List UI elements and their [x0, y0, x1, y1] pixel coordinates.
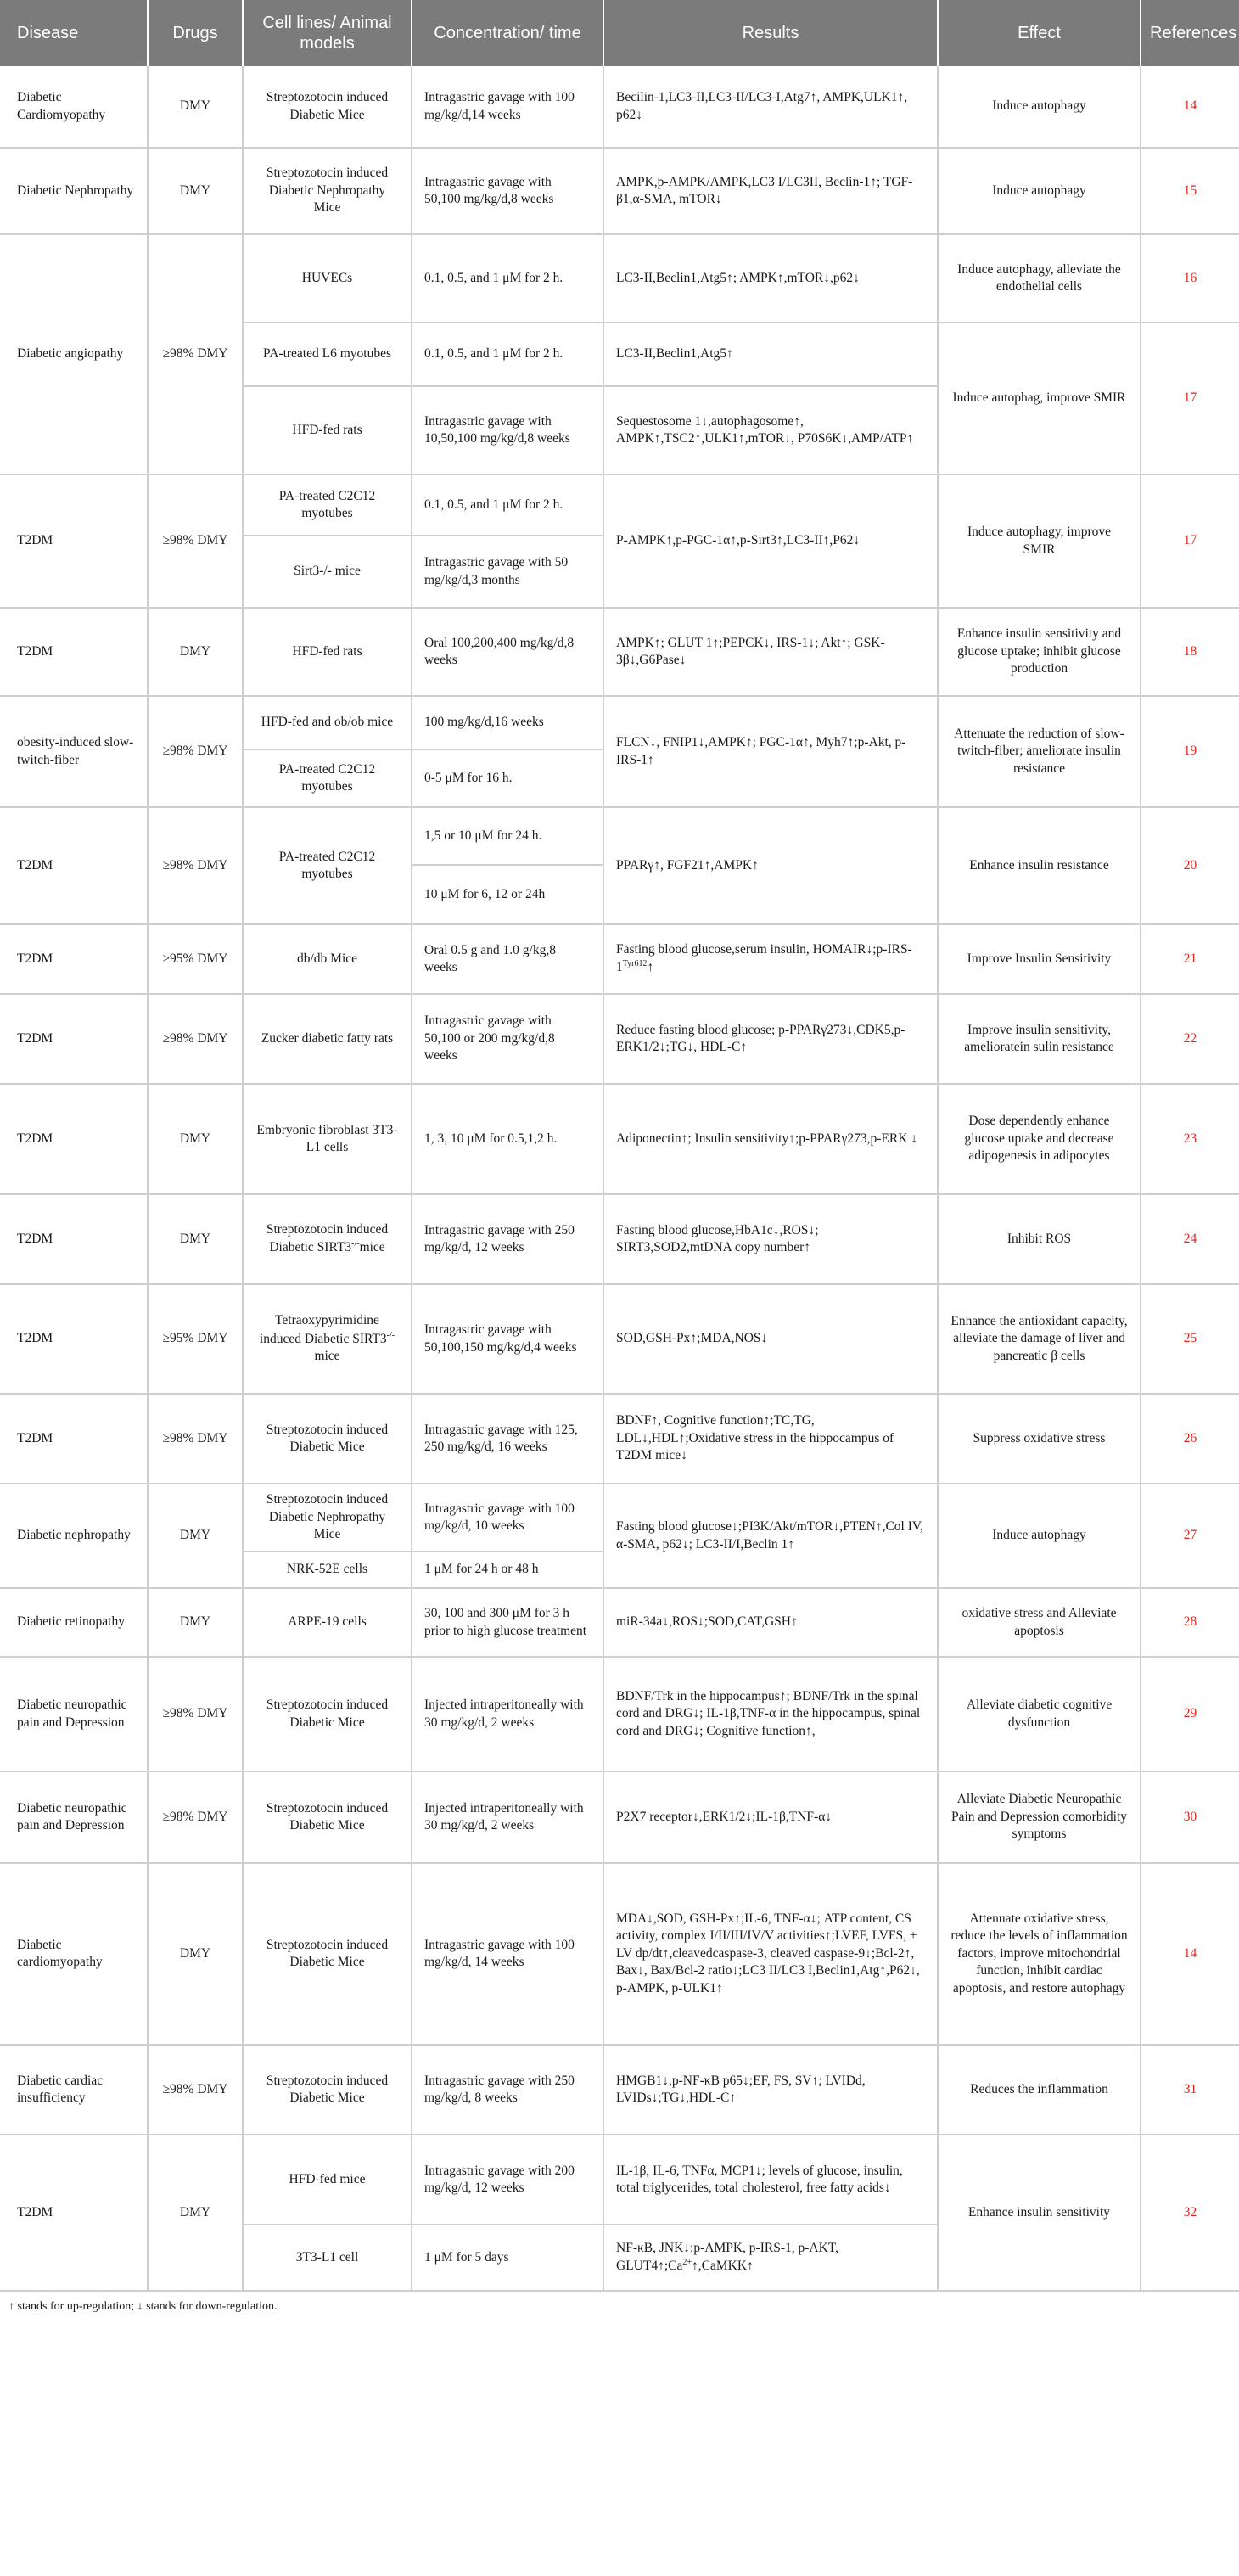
effect-cell: Enhance the antioxidant capacity, alleviate the damage of liver and pancreatic β cells [938, 1284, 1141, 1394]
table-row [0, 1194, 1239, 1284]
concentration-cell: 1 μM for 5 days [412, 2225, 603, 2291]
header-effect: Effect [938, 0, 1141, 66]
drug-cell: DMY [148, 1084, 243, 1194]
reference-link[interactable]: 26 [1141, 1394, 1239, 1484]
result-text: NF-κB, JNK↓;p-AMPK, p-IRS-1, p-AKT, GLUT4↑;Ca [616, 2240, 838, 2274]
model-cell: Streptozotocin induced Diabetic Mice [243, 1863, 412, 2045]
concentration-cell: Intragastric gavage with 50,100 or 200 mg/kg/d,8 weeks [412, 994, 603, 1084]
concentration-cell: 100 mg/kg/d,16 weeks [412, 696, 603, 749]
result-text-after: ↑ [647, 960, 654, 975]
table-row [0, 1771, 1239, 1863]
concentration-cell: Intragastric gavage with 10,50,100 mg/kg/d,8 weeks [412, 386, 603, 474]
effect-cell: Attenuate oxidative stress, reduce the levels of inflammation factors, improve mitochondrial function, inhibit cardiac apoptosis, and restore autophagy [938, 1863, 1141, 2045]
disease-cell: T2DM [0, 1394, 148, 1484]
reference-link[interactable]: 21 [1141, 924, 1239, 994]
disease-cell: T2DM [0, 1194, 148, 1284]
model-cell: PA-treated L6 myotubes [243, 323, 412, 386]
result-cell: LC3-II,Beclin1,Atg5↑ [603, 323, 938, 386]
model-cell: Streptozotocin induced Diabetic Mice [243, 66, 412, 148]
reference-link[interactable]: 17 [1141, 474, 1239, 608]
table-row [0, 1588, 1239, 1657]
effect-cell: Alleviate diabetic cognitive dysfunction [938, 1657, 1141, 1771]
table-row [0, 148, 1239, 234]
concentration-cell: 1 μM for 24 h or 48 h [412, 1552, 603, 1588]
effect-cell: Induce autophagy, alleviate the endothelial cells [938, 234, 1141, 323]
model-cell: Streptozotocin induced Diabetic Mice [243, 1771, 412, 1863]
disease-cell: Diabetic neuropathic pain and Depression [0, 1657, 148, 1771]
concentration-cell: 0.1, 0.5, and 1 μM for 2 h. [412, 323, 603, 386]
table-row [0, 1084, 1239, 1194]
disease-cell: Diabetic retinopathy [0, 1588, 148, 1657]
effect-cell: Induce autophagy [938, 148, 1141, 234]
concentration-cell: Intragastric gavage with 100 mg/kg/d, 14 weeks [412, 1863, 603, 2045]
drug-cell: ≥98% DMY [148, 994, 243, 1084]
model-cell: 3T3-L1 cell [243, 2225, 412, 2291]
effect-cell: Suppress oxidative stress [938, 1394, 1141, 1484]
reference-link[interactable]: 28 [1141, 1588, 1239, 1657]
result-text: Fasting blood glucose,serum insulin, HOMAIR↓;p-IRS-1 [616, 941, 912, 975]
model-cell: Embryonic fibroblast 3T3-L1 cells [243, 1084, 412, 1194]
header-drugs: Drugs [148, 0, 243, 66]
model-cell: PA-treated C2C12 myotubes [243, 474, 412, 536]
model-text-after: mice [359, 1240, 385, 1255]
model-cell: Streptozotocin induced Diabetic Mice [243, 1394, 412, 1484]
effect-cell: Alleviate Diabetic Neuropathic Pain and Depression comorbidity symptoms [938, 1771, 1141, 1863]
reference-link[interactable]: 14 [1141, 66, 1239, 148]
drug-cell: ≥98% DMY [148, 1771, 243, 1863]
disease-cell: T2DM [0, 608, 148, 696]
result-cell: BDNF↑, Cognitive function↑;TC,TG, LDL↓,HDL↑;Oxidative stress in the hippocampus of T2DM mice↓ [603, 1394, 938, 1484]
result-cell: SOD,GSH-Px↑;MDA,NOS↓ [603, 1284, 938, 1394]
drug-cell: ≥98% DMY [148, 2045, 243, 2135]
drug-cell: DMY [148, 1863, 243, 2045]
effect-cell: Improve insulin sensitivity, amelioratein sulin resistance [938, 994, 1141, 1084]
header-references: References [1141, 0, 1239, 66]
model-superscript: -/- [351, 1239, 360, 1249]
disease-cell: T2DM [0, 2135, 148, 2291]
reference-link[interactable]: 18 [1141, 608, 1239, 696]
concentration-cell: 1,5 or 10 μM for 24 h. [412, 807, 603, 865]
result-cell: Adiponectin↑; Insulin sensitivity↑;p-PPARγ273,p-ERK ↓ [603, 1084, 938, 1194]
model-cell: Streptozotocin induced Diabetic Nephropathy Mice [243, 148, 412, 234]
reference-link[interactable]: 32 [1141, 2135, 1239, 2291]
effect-cell: Attenuate the reduction of slow-twitch-fiber; ameliorate insulin resistance [938, 696, 1141, 807]
model-text-after: mice [314, 1349, 340, 1364]
result-cell: miR-34a↓,ROS↓;SOD,CAT,GSH↑ [603, 1588, 938, 1657]
result-cell: P-AMPK↑,p-PGC-1α↑,p-Sirt3↑,LC3-II↑,P62↓ [603, 474, 938, 608]
concentration-cell: Injected intraperitoneally with 30 mg/kg/d, 2 weeks [412, 1771, 603, 1863]
concentration-cell: 0.1, 0.5, and 1 μM for 2 h. [412, 474, 603, 536]
result-cell: HMGB1↓,p-NF-κB p65↓;EF, FS, SV↑; LVIDd, LVIDs↓;TG↓,HDL-C↑ [603, 2045, 938, 2135]
drug-cell: DMY [148, 2135, 243, 2291]
effect-cell: Induce autophagy, improve SMIR [938, 474, 1141, 608]
effect-cell: Induce autophagy [938, 1484, 1141, 1588]
model-cell [243, 1194, 412, 1284]
effect-cell: Dose dependently enhance glucose uptake and decrease adipogenesis in adipocytes [938, 1084, 1141, 1194]
effect-cell: Induce autophagy [938, 66, 1141, 148]
drug-cell: ≥98% DMY [148, 474, 243, 608]
concentration-cell: 10 μM for 6, 12 or 24h [412, 865, 603, 924]
disease-cell: obesity-induced slow-twitch-fiber [0, 696, 148, 807]
table-row [0, 66, 1239, 148]
effect-cell: Inhibit ROS [938, 1194, 1141, 1284]
concentration-cell: 1, 3, 10 μM for 0.5,1,2 h. [412, 1084, 603, 1194]
table-row [0, 234, 1239, 323]
table-row [0, 1284, 1239, 1394]
concentration-cell: 0-5 μM for 16 h. [412, 749, 603, 807]
concentration-cell: Intragastric gavage with 100 mg/kg/d, 10 weeks [412, 1484, 603, 1552]
effect-cell: Enhance insulin sensitivity and glucose uptake; inhibit glucose production [938, 608, 1141, 696]
disease-cell: Diabetic Nephropathy [0, 148, 148, 234]
drug-cell: DMY [148, 148, 243, 234]
result-text-after: ↑,CaMKK↑ [692, 2259, 754, 2274]
drug-cell: ≥98% DMY [148, 1394, 243, 1484]
model-cell: db/db Mice [243, 924, 412, 994]
model-text: Streptozotocin induced Diabetic SIRT3 [266, 1221, 389, 1255]
result-cell: Fasting blood glucose↓;PI3K/Akt/mTOR↓,PTEN↑,Col IV, α-SMA, p62↓; LC3-II/I,Beclin 1↑ [603, 1484, 938, 1588]
effect-cell: oxidative stress and Alleviate apoptosis [938, 1588, 1141, 1657]
reference-link[interactable]: 20 [1141, 807, 1239, 924]
reference-link[interactable]: 24 [1141, 1194, 1239, 1284]
header-cell-lines: Cell lines/ Animal models [243, 0, 412, 66]
disease-cell: T2DM [0, 1284, 148, 1394]
reference-link[interactable]: 22 [1141, 994, 1239, 1084]
model-cell: Streptozotocin induced Diabetic Mice [243, 1657, 412, 1771]
table-row [0, 696, 1239, 749]
disease-cell: Diabetic angiopathy [0, 234, 148, 474]
table-row [0, 1394, 1239, 1484]
disease-cell: T2DM [0, 1084, 148, 1194]
reference-link[interactable]: 23 [1141, 1084, 1239, 1194]
disease-cell: T2DM [0, 994, 148, 1084]
concentration-cell: Intragastric gavage with 250 mg/kg/d, 8 weeks [412, 2045, 603, 2135]
concentration-cell: 0.1, 0.5, and 1 μM for 2 h. [412, 234, 603, 323]
reference-link[interactable]: 15 [1141, 148, 1239, 234]
table-row [0, 924, 1239, 994]
model-cell: HUVECs [243, 234, 412, 323]
drug-cell: ≥98% DMY [148, 1657, 243, 1771]
drug-cell: ≥95% DMY [148, 1284, 243, 1394]
reference-link[interactable]: 14 [1141, 1863, 1239, 2045]
concentration-cell: Intragastric gavage with 50,100 mg/kg/d,8 weeks [412, 148, 603, 234]
result-cell: AMPK↑; GLUT 1↑;PEPCK↓, IRS-1↓; Akt↑; GSK-3β↓,G6Pase↓ [603, 608, 938, 696]
reference-link[interactable]: 19 [1141, 696, 1239, 807]
result-cell: MDA↓,SOD, GSH-Px↑;IL-6, TNF-α↓; ATP content, CS activity, complex I/II/III/IV/V activities↑;LVEF, LVFS, ± LV dp/dt↑,cleavedcaspase-3, cleaved caspase-9↓;Bcl-2↑, Bax↓, Bax/Bcl-2 ratio↓;LC3 II/LC3 I,Beclin1,Atg↑,P62↓, p-AMPK, p-ULK1↑ [603, 1863, 938, 2045]
effect-cell: Enhance insulin resistance [938, 807, 1141, 924]
result-cell [603, 2225, 938, 2291]
disease-cell: T2DM [0, 924, 148, 994]
table-row [0, 474, 1239, 536]
concentration-cell: Intragastric gavage with 100 mg/kg/d,14 weeks [412, 66, 603, 148]
result-cell: AMPK,p-AMPK/AMPK,LC3 I/LC3II, Beclin-1↑; TGF-β1,α-SMA, mTOR↓ [603, 148, 938, 234]
disease-cell: Diabetic neuropathic pain and Depression [0, 1771, 148, 1863]
result-superscript: Tyr612 [622, 959, 648, 969]
concentration-cell: Intragastric gavage with 200 mg/kg/d, 12 weeks [412, 2135, 603, 2225]
result-cell: IL-1β, IL-6, TNFα, MCP1↓; levels of glucose, insulin, total triglycerides, total cholesterol, free fatty acids↓ [603, 2135, 938, 2225]
table-row [0, 807, 1239, 865]
reference-link[interactable]: 30 [1141, 1771, 1239, 1863]
model-cell: PA-treated C2C12 myotubes [243, 807, 412, 924]
drug-cell: DMY [148, 1484, 243, 1588]
model-cell: HFD-fed rats [243, 608, 412, 696]
result-superscript: 2+ [682, 2258, 692, 2268]
model-cell: HFD-fed mice [243, 2135, 412, 2225]
result-cell: Fasting blood glucose,HbA1c↓,ROS↓; SIRT3,SOD2,mtDNA copy number↑ [603, 1194, 938, 1284]
effect-cell: Enhance insulin sensitivity [938, 2135, 1141, 2291]
concentration-cell: Oral 0.5 g and 1.0 g/kg,8 weeks [412, 924, 603, 994]
model-cell [243, 1284, 412, 1394]
concentration-cell: Injected intraperitoneally with 30 mg/kg/d, 2 weeks [412, 1657, 603, 1771]
disease-cell: Diabetic Cardiomyopathy [0, 66, 148, 148]
model-superscript: -/- [386, 1330, 395, 1340]
concentration-cell: Intragastric gavage with 125, 250 mg/kg/d, 16 weeks [412, 1394, 603, 1484]
drug-cell: ≥98% DMY [148, 234, 243, 474]
drug-cell: ≥95% DMY [148, 924, 243, 994]
model-cell: Streptozotocin induced Diabetic Mice [243, 2045, 412, 2135]
disease-cell: T2DM [0, 807, 148, 924]
header-disease: Disease [0, 0, 148, 66]
model-cell: Sirt3-/- mice [243, 536, 412, 608]
table-footnote: ↑ stands for up-regulation; ↓ stands for down-regulation. [8, 2300, 278, 2313]
effect-cell: Improve Insulin Sensitivity [938, 924, 1141, 994]
model-cell: ARPE-19 cells [243, 1588, 412, 1657]
result-cell [603, 924, 938, 994]
concentration-cell: Oral 100,200,400 mg/kg/d,8 weeks [412, 608, 603, 696]
disease-cell: Diabetic nephropathy [0, 1484, 148, 1588]
result-cell: Becilin-1,LC3-II,LC3-II/LC3-I,Atg7↑, AMPK,ULK1↑, p62↓ [603, 66, 938, 148]
result-cell: PPARγ↑, FGF21↑,AMPK↑ [603, 807, 938, 924]
effect-cell: Reduces the inflammation [938, 2045, 1141, 2135]
header-results: Results [603, 0, 938, 66]
table-row [0, 608, 1239, 696]
table-body [0, 66, 1239, 2291]
result-cell: LC3-II,Beclin1,Atg5↑; AMPK↑,mTOR↓,p62↓ [603, 234, 938, 323]
concentration-cell: Intragastric gavage with 250 mg/kg/d, 12 weeks [412, 1194, 603, 1284]
model-cell: Streptozotocin induced Diabetic Nephropathy Mice [243, 1484, 412, 1552]
drug-cell: DMY [148, 1194, 243, 1284]
concentration-cell: 30, 100 and 300 μM for 3 h prior to high glucose treatment [412, 1588, 603, 1657]
result-cell: Reduce fasting blood glucose; p-PPARγ273↓,CDK5,p-ERK1/2↓;TG↓, HDL-C↑ [603, 994, 938, 1084]
drug-cell: ≥98% DMY [148, 696, 243, 807]
concentration-cell: Intragastric gavage with 50 mg/kg/d,3 months [412, 536, 603, 608]
reference-link[interactable]: 16 [1141, 234, 1239, 323]
result-cell: Sequestosome 1↓,autophagosome↑, AMPK↑,TSC2↑,ULK1↑,mTOR↓, P70S6K↓,AMP/ATP↑ [603, 386, 938, 474]
header-concentration: Concentration/ time [412, 0, 603, 66]
result-cell: BDNF/Trk in the hippocampus↑; BDNF/Trk in the spinal cord and DRG↓; IL-1β,TNF-α in the hippocampus, spinal cord and DRG↓; Cognitive function↑, [603, 1657, 938, 1771]
model-cell: HFD-fed and ob/ob mice [243, 696, 412, 749]
model-cell: PA-treated C2C12 myotubes [243, 749, 412, 807]
drug-cell: ≥98% DMY [148, 807, 243, 924]
result-cell: FLCN↓, FNIP1↓,AMPK↑; PGC-1α↑, Myh7↑;p-Akt, p-IRS-1↑ [603, 696, 938, 807]
concentration-cell: Intragastric gavage with 50,100,150 mg/kg/d,4 weeks [412, 1284, 603, 1394]
table-row [0, 2045, 1239, 2135]
header-row [0, 0, 1239, 66]
model-cell: Zucker diabetic fatty rats [243, 994, 412, 1084]
table-row [0, 994, 1239, 1084]
effect-cell: Induce autophag, improve SMIR [938, 323, 1141, 474]
result-cell: P2X7 receptor↓,ERK1/2↓;IL-1β,TNF-α↓ [603, 1771, 938, 1863]
disease-cell: Diabetic cardiac insufficiency [0, 2045, 148, 2135]
table-row [0, 2135, 1239, 2225]
model-cell: HFD-fed rats [243, 386, 412, 474]
disease-cell: T2DM [0, 474, 148, 608]
table-row [0, 1657, 1239, 1771]
model-cell: NRK-52E cells [243, 1552, 412, 1588]
reference-link[interactable]: 27 [1141, 1484, 1239, 1588]
reference-link[interactable]: 25 [1141, 1284, 1239, 1394]
disease-cell: Diabetic cardiomyopathy [0, 1863, 148, 2045]
drug-cell: DMY [148, 66, 243, 148]
table-row [0, 1863, 1239, 2045]
drug-cell: DMY [148, 1588, 243, 1657]
reference-link[interactable]: 17 [1141, 323, 1239, 474]
drug-cell: DMY [148, 608, 243, 696]
table-row [0, 1484, 1239, 1552]
model-text: Tetraoxypyrimidine induced Diabetic SIRT3 [259, 1313, 387, 1346]
reference-link[interactable]: 31 [1141, 2045, 1239, 2135]
reference-link[interactable]: 29 [1141, 1657, 1239, 1771]
